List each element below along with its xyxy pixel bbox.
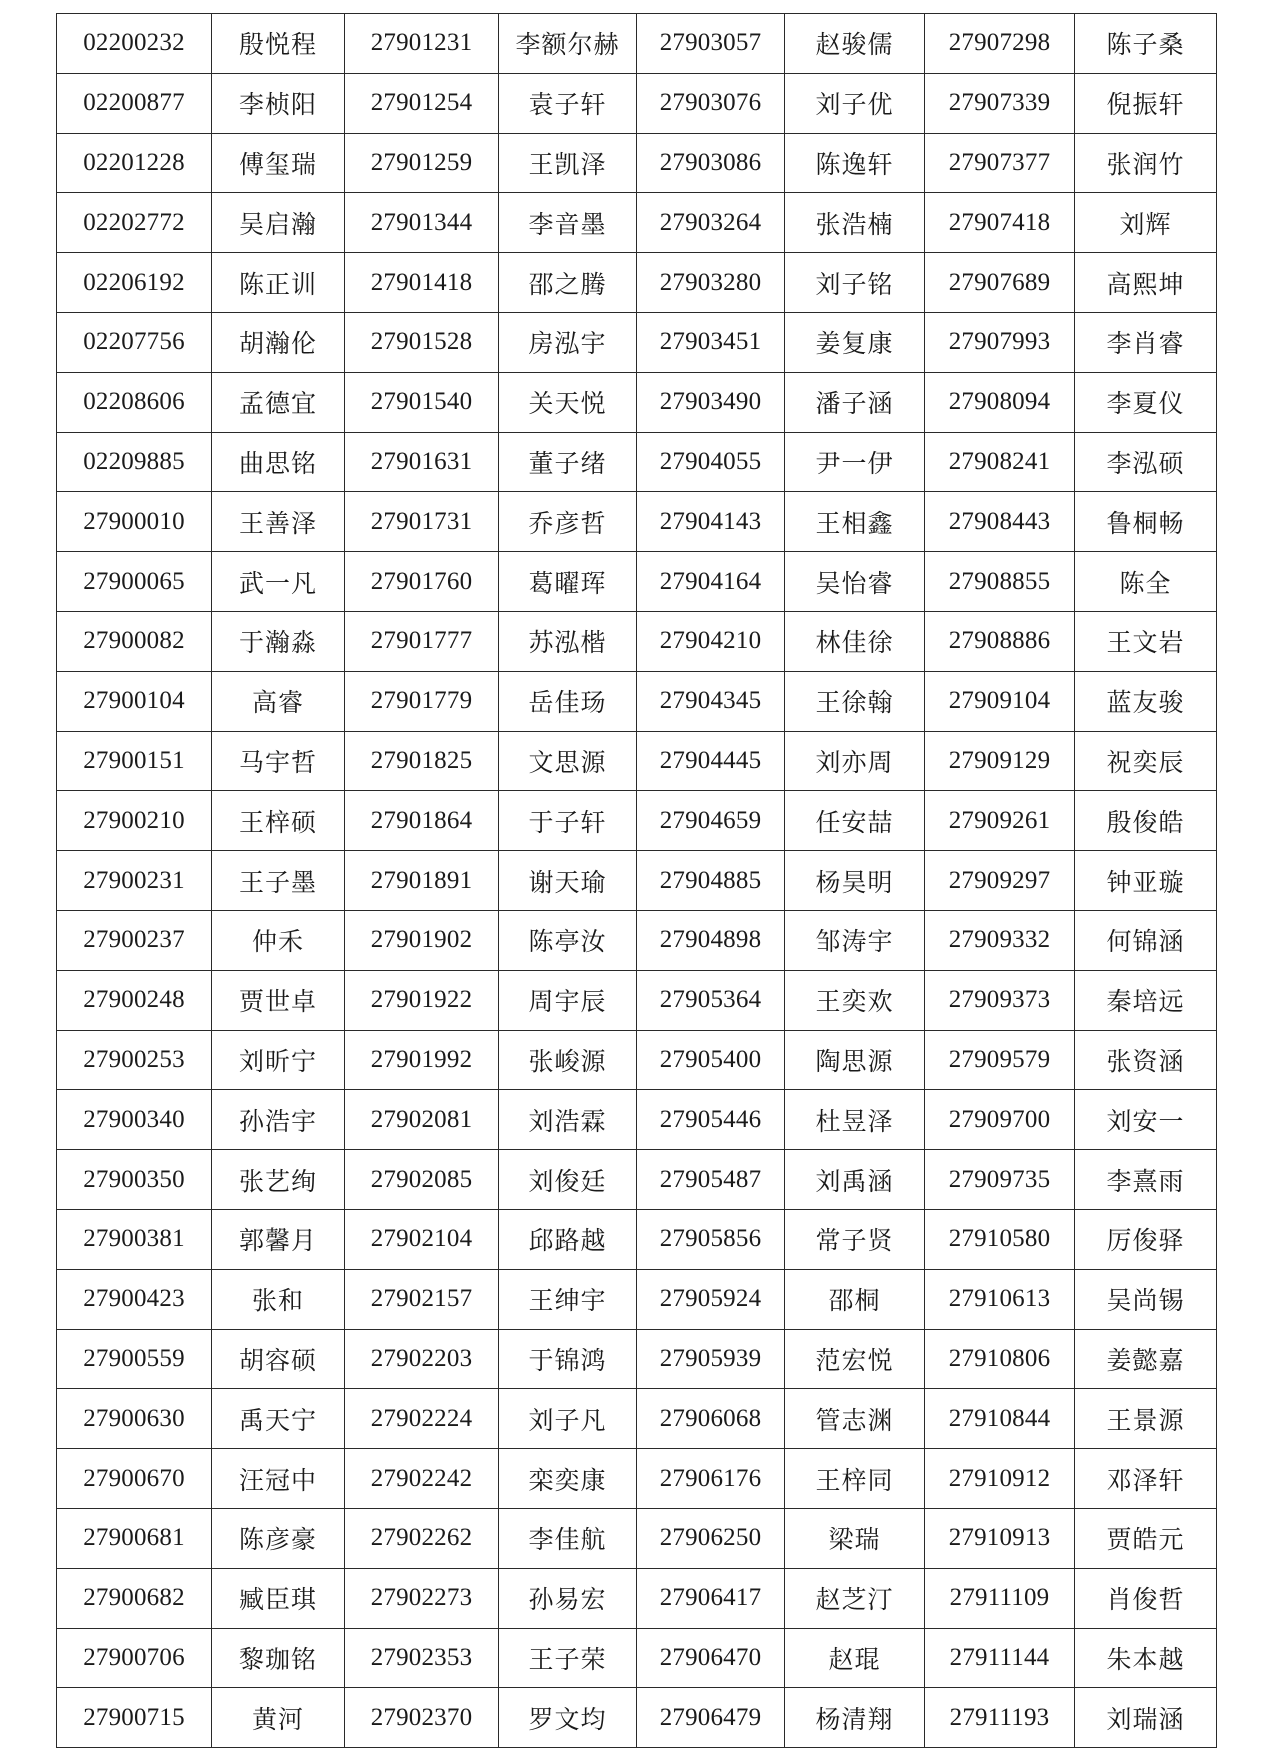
student-name-cell: 高熙坤 [1075, 253, 1217, 313]
student-name-cell: 周宇辰 [499, 970, 637, 1030]
student-name-cell: 王相鑫 [785, 492, 925, 552]
student-name-cell: 王凯泽 [499, 133, 637, 193]
student-name-cell: 陈正训 [212, 253, 345, 313]
student-name-cell: 张艺绚 [212, 1150, 345, 1210]
student-name-cell: 李音墨 [499, 193, 637, 253]
student-name-cell: 杨昊明 [785, 851, 925, 911]
student-name-cell: 高睿 [212, 671, 345, 731]
student-name-cell: 王徐翰 [785, 671, 925, 731]
student-id-cell: 27910844 [925, 1389, 1075, 1449]
student-id-cell: 27904055 [637, 432, 785, 492]
student-id-cell: 27901777 [345, 611, 499, 671]
student-name-cell: 杜昱泽 [785, 1090, 925, 1150]
student-id-cell: 27900423 [57, 1269, 212, 1329]
student-name-cell: 管志渊 [785, 1389, 925, 1449]
table-row [57, 611, 1217, 671]
student-id-cell: 27909261 [925, 791, 1075, 851]
student-id-cell: 27901631 [345, 432, 499, 492]
student-id-cell: 27900151 [57, 731, 212, 791]
student-name-cell: 钟亚璇 [1075, 851, 1217, 911]
student-name-cell: 马宇哲 [212, 731, 345, 791]
student-name-cell: 邵之腾 [499, 253, 637, 313]
student-id-cell: 27910912 [925, 1449, 1075, 1509]
student-name-cell: 胡瀚伦 [212, 312, 345, 372]
table-row [57, 1150, 1217, 1210]
student-name-cell: 蓝友骏 [1075, 671, 1217, 731]
student-id-cell: 27909104 [925, 671, 1075, 731]
student-id-cell: 27900104 [57, 671, 212, 731]
student-name-cell: 林佳徐 [785, 611, 925, 671]
student-id-cell: 27900340 [57, 1090, 212, 1150]
student-id-cell: 27902085 [345, 1150, 499, 1210]
student-id-cell: 27900350 [57, 1150, 212, 1210]
student-name-cell: 倪振轩 [1075, 73, 1217, 133]
student-name-cell: 邹涛宇 [785, 910, 925, 970]
student-name-cell: 鲁桐畅 [1075, 492, 1217, 552]
student-id-cell: 27902224 [345, 1389, 499, 1449]
student-id-cell: 27900253 [57, 1030, 212, 1090]
student-name-cell: 傅玺瑞 [212, 133, 345, 193]
student-name-cell: 潘子涵 [785, 372, 925, 432]
student-name-cell: 赵芝汀 [785, 1568, 925, 1628]
student-id-cell: 27900682 [57, 1568, 212, 1628]
student-id-cell: 27902262 [345, 1508, 499, 1568]
student-name-cell: 范宏悦 [785, 1329, 925, 1389]
table-row [57, 1449, 1217, 1509]
student-id-cell: 27902203 [345, 1329, 499, 1389]
student-id-cell: 27903451 [637, 312, 785, 372]
student-name-cell: 张和 [212, 1269, 345, 1329]
student-name-cell: 张峻源 [499, 1030, 637, 1090]
student-id-cell: 27903057 [637, 14, 785, 74]
student-name-cell: 陈逸轩 [785, 133, 925, 193]
student-name-cell: 任安喆 [785, 791, 925, 851]
student-id-cell: 27905487 [637, 1150, 785, 1210]
student-name-cell: 王梓同 [785, 1449, 925, 1509]
student-name-cell: 黎珈铭 [212, 1628, 345, 1688]
student-name-cell: 李肖睿 [1075, 312, 1217, 372]
student-id-cell: 02200877 [57, 73, 212, 133]
student-id-cell: 27900082 [57, 611, 212, 671]
student-id-cell: 27902370 [345, 1688, 499, 1748]
student-id-cell: 27904898 [637, 910, 785, 970]
table-row [57, 312, 1217, 372]
student-id-cell: 27900237 [57, 910, 212, 970]
student-name-cell: 杨清翔 [785, 1688, 925, 1748]
student-id-cell: 27905364 [637, 970, 785, 1030]
student-name-cell: 梁瑞 [785, 1508, 925, 1568]
student-id-cell: 27904210 [637, 611, 785, 671]
student-id-cell: 27906470 [637, 1628, 785, 1688]
student-id-cell: 27901731 [345, 492, 499, 552]
student-id-cell: 27901344 [345, 193, 499, 253]
student-id-cell: 27905924 [637, 1269, 785, 1329]
student-id-cell: 27904143 [637, 492, 785, 552]
student-id-cell: 27902353 [345, 1628, 499, 1688]
student-name-cell: 黄河 [212, 1688, 345, 1748]
student-id-cell: 27910913 [925, 1508, 1075, 1568]
student-name-cell: 邓泽轩 [1075, 1449, 1217, 1509]
student-id-cell: 27907298 [925, 14, 1075, 74]
student-name-cell: 贾世卓 [212, 970, 345, 1030]
student-name-cell: 董子绪 [499, 432, 637, 492]
student-id-cell: 27907418 [925, 193, 1075, 253]
table-row [57, 552, 1217, 612]
table-row [57, 1628, 1217, 1688]
student-name-cell: 何锦涵 [1075, 910, 1217, 970]
student-name-cell: 陈子桑 [1075, 14, 1217, 74]
student-id-cell: 27901864 [345, 791, 499, 851]
student-id-cell: 27908094 [925, 372, 1075, 432]
student-id-cell: 27904885 [637, 851, 785, 911]
table-row [57, 14, 1217, 74]
student-id-cell: 27901418 [345, 253, 499, 313]
student-name-cell: 陈全 [1075, 552, 1217, 612]
student-id-cell: 27908886 [925, 611, 1075, 671]
table-row [57, 1389, 1217, 1449]
table-row [57, 731, 1217, 791]
student-name-cell: 李佳航 [499, 1508, 637, 1568]
table-row [57, 372, 1217, 432]
table-row [57, 1030, 1217, 1090]
table-row [57, 73, 1217, 133]
student-name-cell: 李夏仪 [1075, 372, 1217, 432]
student-name-cell: 陈彦豪 [212, 1508, 345, 1568]
student-name-cell: 吴怡睿 [785, 552, 925, 612]
table-row [57, 851, 1217, 911]
student-name-cell: 袁子轩 [499, 73, 637, 133]
student-name-cell: 郭馨月 [212, 1209, 345, 1269]
student-name-cell: 于瀚淼 [212, 611, 345, 671]
student-id-cell: 27902273 [345, 1568, 499, 1628]
table-row [57, 910, 1217, 970]
table-row [57, 791, 1217, 851]
table-row [57, 133, 1217, 193]
student-name-cell: 刘禹涵 [785, 1150, 925, 1210]
student-name-cell: 王梓硕 [212, 791, 345, 851]
student-id-cell: 27909735 [925, 1150, 1075, 1210]
student-name-cell: 岳佳玚 [499, 671, 637, 731]
student-name-cell: 陶思源 [785, 1030, 925, 1090]
student-name-cell: 常子贤 [785, 1209, 925, 1269]
student-name-cell: 张浩楠 [785, 193, 925, 253]
student-name-cell: 张资涵 [1075, 1030, 1217, 1090]
student-name-cell: 邱路越 [499, 1209, 637, 1269]
student-name-cell: 刘子优 [785, 73, 925, 133]
student-name-cell: 禹天宁 [212, 1389, 345, 1449]
student-id-cell: 27904164 [637, 552, 785, 612]
student-name-cell: 殷悦程 [212, 14, 345, 74]
student-name-cell: 葛曜珲 [499, 552, 637, 612]
student-id-cell: 27900210 [57, 791, 212, 851]
student-name-cell: 刘子铭 [785, 253, 925, 313]
student-name-cell: 罗文均 [499, 1688, 637, 1748]
student-id-cell: 27909373 [925, 970, 1075, 1030]
table-row [57, 1329, 1217, 1389]
student-id-cell: 02206192 [57, 253, 212, 313]
student-id-cell: 27901540 [345, 372, 499, 432]
student-id-cell: 27901254 [345, 73, 499, 133]
student-id-cell: 27901922 [345, 970, 499, 1030]
student-id-cell: 27905856 [637, 1209, 785, 1269]
student-id-cell: 27906250 [637, 1508, 785, 1568]
student-name-cell: 仲禾 [212, 910, 345, 970]
student-name-cell: 陈亭汝 [499, 910, 637, 970]
student-name-cell: 曲思铭 [212, 432, 345, 492]
student-id-cell: 27900630 [57, 1389, 212, 1449]
student-id-cell: 02209885 [57, 432, 212, 492]
table-row [57, 432, 1217, 492]
student-name-cell: 刘俊廷 [499, 1150, 637, 1210]
student-name-cell: 殷俊皓 [1075, 791, 1217, 851]
student-id-cell: 27909297 [925, 851, 1075, 911]
student-id-cell: 27908855 [925, 552, 1075, 612]
student-id-cell: 27904345 [637, 671, 785, 731]
student-id-cell: 27900231 [57, 851, 212, 911]
table-row [57, 671, 1217, 731]
student-name-cell: 谢天瑜 [499, 851, 637, 911]
student-id-cell: 27900381 [57, 1209, 212, 1269]
student-id-cell: 27905400 [637, 1030, 785, 1090]
student-id-cell: 27902104 [345, 1209, 499, 1269]
student-id-cell: 27905939 [637, 1329, 785, 1389]
student-name-cell: 刘子凡 [499, 1389, 637, 1449]
student-id-cell: 27901760 [345, 552, 499, 612]
table-row [57, 1209, 1217, 1269]
student-id-cell: 27908443 [925, 492, 1075, 552]
student-id-cell: 02208606 [57, 372, 212, 432]
student-id-cell: 27903280 [637, 253, 785, 313]
student-id-cell: 27903076 [637, 73, 785, 133]
student-id-cell: 27906417 [637, 1568, 785, 1628]
student-name-cell: 邵桐 [785, 1269, 925, 1329]
student-id-cell: 27909129 [925, 731, 1075, 791]
student-name-cell: 刘辉 [1075, 193, 1217, 253]
student-name-cell: 于子轩 [499, 791, 637, 851]
student-id-cell: 27902157 [345, 1269, 499, 1329]
student-name-cell: 于锦鸿 [499, 1329, 637, 1389]
student-name-cell: 王绅宇 [499, 1269, 637, 1329]
student-name-cell: 李泓硕 [1075, 432, 1217, 492]
student-name-cell: 吴启瀚 [212, 193, 345, 253]
student-name-cell: 孙易宏 [499, 1568, 637, 1628]
student-name-cell: 张润竹 [1075, 133, 1217, 193]
student-id-cell: 27911144 [925, 1628, 1075, 1688]
student-id-cell: 27901779 [345, 671, 499, 731]
student-id-cell: 27904445 [637, 731, 785, 791]
student-id-cell: 27900010 [57, 492, 212, 552]
student-name-cell: 王子墨 [212, 851, 345, 911]
student-id-cell: 27901992 [345, 1030, 499, 1090]
student-id-cell: 27907377 [925, 133, 1075, 193]
student-id-cell: 27900248 [57, 970, 212, 1030]
student-id-cell: 27911109 [925, 1568, 1075, 1628]
student-id-cell: 27907339 [925, 73, 1075, 133]
student-name-cell: 汪冠中 [212, 1449, 345, 1509]
student-name-cell: 赵骏儒 [785, 14, 925, 74]
student-id-cell: 27900559 [57, 1329, 212, 1389]
student-name-cell: 李桢阳 [212, 73, 345, 133]
roster-table [56, 13, 1217, 1748]
student-id-cell: 27903086 [637, 133, 785, 193]
student-name-cell: 姜懿嘉 [1075, 1329, 1217, 1389]
table-row [57, 253, 1217, 313]
student-id-cell: 27910613 [925, 1269, 1075, 1329]
table-row [57, 193, 1217, 253]
student-id-cell: 02200232 [57, 14, 212, 74]
student-id-cell: 27910806 [925, 1329, 1075, 1389]
table-row [57, 1269, 1217, 1329]
student-name-cell: 王奕欢 [785, 970, 925, 1030]
student-name-cell: 文思源 [499, 731, 637, 791]
student-name-cell: 苏泓楷 [499, 611, 637, 671]
student-id-cell: 27903490 [637, 372, 785, 432]
student-name-cell: 乔彦哲 [499, 492, 637, 552]
student-id-cell: 27902081 [345, 1090, 499, 1150]
student-name-cell: 房泓宇 [499, 312, 637, 372]
student-id-cell: 27903264 [637, 193, 785, 253]
student-id-cell: 27906176 [637, 1449, 785, 1509]
student-name-cell: 刘瑞涵 [1075, 1688, 1217, 1748]
student-id-cell: 27900706 [57, 1628, 212, 1688]
student-name-cell: 臧臣琪 [212, 1568, 345, 1628]
student-id-cell: 27909332 [925, 910, 1075, 970]
student-name-cell: 关天悦 [499, 372, 637, 432]
student-name-cell: 朱本越 [1075, 1628, 1217, 1688]
student-id-cell: 27909700 [925, 1090, 1075, 1150]
student-id-cell: 27901902 [345, 910, 499, 970]
student-id-cell: 02202772 [57, 193, 212, 253]
student-id-cell: 02201228 [57, 133, 212, 193]
student-id-cell: 27911193 [925, 1688, 1075, 1748]
student-id-cell: 27900670 [57, 1449, 212, 1509]
student-id-cell: 27901891 [345, 851, 499, 911]
student-id-cell: 27908241 [925, 432, 1075, 492]
table-row [57, 1090, 1217, 1150]
student-name-cell: 祝奕辰 [1075, 731, 1217, 791]
table-row [57, 970, 1217, 1030]
student-name-cell: 王善泽 [212, 492, 345, 552]
table-row [57, 1508, 1217, 1568]
student-id-cell: 27905446 [637, 1090, 785, 1150]
student-id-cell: 27904659 [637, 791, 785, 851]
student-id-cell: 27907689 [925, 253, 1075, 313]
student-name-cell: 刘亦周 [785, 731, 925, 791]
student-name-cell: 姜复康 [785, 312, 925, 372]
student-name-cell: 贾皓元 [1075, 1508, 1217, 1568]
student-name-cell: 孙浩宇 [212, 1090, 345, 1150]
student-name-cell: 刘昕宁 [212, 1030, 345, 1090]
student-id-cell: 27910580 [925, 1209, 1075, 1269]
table-row [57, 1688, 1217, 1748]
student-id-cell: 27900065 [57, 552, 212, 612]
roster-table-body [57, 14, 1217, 1748]
student-name-cell: 吴尚锡 [1075, 1269, 1217, 1329]
table-row [57, 492, 1217, 552]
student-name-cell: 武一凡 [212, 552, 345, 612]
student-name-cell: 王景源 [1075, 1389, 1217, 1449]
student-name-cell: 王子荣 [499, 1628, 637, 1688]
student-name-cell: 胡容硕 [212, 1329, 345, 1389]
student-id-cell: 27909579 [925, 1030, 1075, 1090]
student-name-cell: 王文岩 [1075, 611, 1217, 671]
student-id-cell: 27906479 [637, 1688, 785, 1748]
student-id-cell: 27902242 [345, 1449, 499, 1509]
table-row [57, 1568, 1217, 1628]
student-id-cell: 27907993 [925, 312, 1075, 372]
student-name-cell: 肖俊哲 [1075, 1568, 1217, 1628]
student-name-cell: 孟德宜 [212, 372, 345, 432]
student-name-cell: 厉俊驿 [1075, 1209, 1217, 1269]
student-name-cell: 刘浩霖 [499, 1090, 637, 1150]
student-id-cell: 27901259 [345, 133, 499, 193]
student-id-cell: 27901825 [345, 731, 499, 791]
student-id-cell: 27901528 [345, 312, 499, 372]
student-id-cell: 27900681 [57, 1508, 212, 1568]
student-name-cell: 秦培远 [1075, 970, 1217, 1030]
student-id-cell: 27906068 [637, 1389, 785, 1449]
student-name-cell: 赵琨 [785, 1628, 925, 1688]
student-id-cell: 27900715 [57, 1688, 212, 1748]
student-name-cell: 李熹雨 [1075, 1150, 1217, 1210]
student-id-cell: 27901231 [345, 14, 499, 74]
student-name-cell: 李额尔赫 [499, 14, 637, 74]
student-name-cell: 尹一伊 [785, 432, 925, 492]
student-name-cell: 栾奕康 [499, 1449, 637, 1509]
student-id-cell: 02207756 [57, 312, 212, 372]
student-name-cell: 刘安一 [1075, 1090, 1217, 1150]
